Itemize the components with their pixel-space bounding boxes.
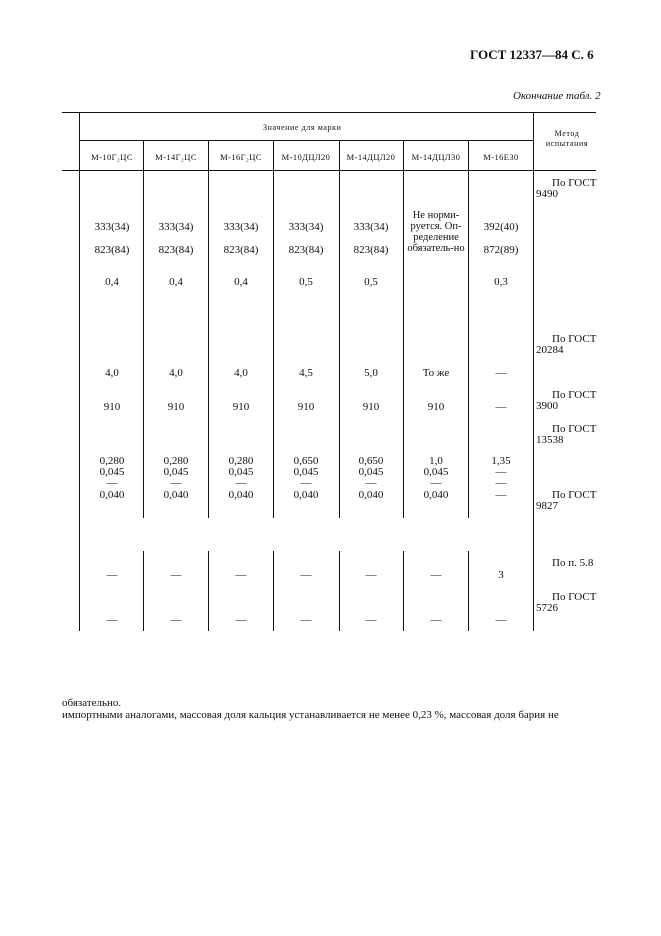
not-normed-note: Не норми-руется. Оп-ределение обязатель-но [407, 210, 465, 254]
column-header: М-14ДЦЛ20 [346, 152, 396, 162]
table-cell: 0,045 [423, 466, 449, 478]
table-cell: — [106, 569, 118, 581]
method-cell: По ГОСТ 20284 [536, 333, 597, 356]
table-cell: — [495, 367, 507, 379]
footnote-line: обязательно. [62, 697, 122, 709]
table-cell: 333(34) [288, 221, 324, 233]
table-cell: — [365, 614, 377, 626]
table-cell: — [495, 401, 507, 413]
group-header: Значение для марки [263, 123, 342, 132]
table-cell: — [300, 477, 312, 489]
table-top-border [62, 112, 596, 113]
table-cell: — [300, 614, 312, 626]
table-cell: 392(40) [483, 221, 519, 233]
column-header: М-10Г₂ЦС [91, 152, 133, 162]
table-cell: — [170, 569, 182, 581]
table-cell: 0,045 [228, 466, 254, 478]
table-cell: 823(84) [288, 244, 324, 256]
table-continuation-label: Окончание табл. 2 [513, 90, 601, 102]
table-cell: — [235, 477, 247, 489]
table-cell: — [430, 477, 442, 489]
table-cell: 4,5 [299, 367, 313, 379]
table-cell: 0,4 [169, 276, 183, 288]
method-cell: По ГОСТ 3900 [536, 389, 597, 412]
table-cell: 0,280 [99, 455, 125, 467]
table-cell: 4,0 [169, 367, 183, 379]
table-cell: — [365, 569, 377, 581]
table-cell: 0,040 [163, 489, 189, 501]
table-cell: — [170, 477, 182, 489]
table-cell: 0,040 [358, 489, 384, 501]
table-cell: 333(34) [223, 221, 259, 233]
column-header: М-14Г₂ЦС [155, 152, 197, 162]
table-cell: 0,040 [293, 489, 319, 501]
table-cell: 1,0 [429, 455, 443, 467]
table-cell: 0,040 [99, 489, 125, 501]
table-cell: 5,0 [364, 367, 378, 379]
page-title: ГОСТ 12337—84 С. 6 [470, 47, 594, 62]
table-cell: — [365, 477, 377, 489]
footnote-line: импортными аналогами, массовая доля кальция устанавливается не менее 0,23 %, массовая доля бария не [62, 709, 559, 721]
table-cell: 910 [103, 401, 121, 413]
table-cell: 823(84) [353, 244, 389, 256]
method-cell: По п. 5.8 [552, 557, 594, 569]
table-cell: 0,045 [293, 466, 319, 478]
table-cell: 333(34) [158, 221, 194, 233]
table-cell: 0,3 [494, 276, 508, 288]
table-cell: 910 [232, 401, 250, 413]
method-cell: По ГОСТ 13538 [536, 423, 597, 446]
table-cell: — [495, 489, 507, 501]
table-cell: 0,280 [163, 455, 189, 467]
table-cell: 823(84) [94, 244, 130, 256]
table-cell: — [300, 569, 312, 581]
table-cell: 910 [427, 401, 445, 413]
table-cell: — [235, 614, 247, 626]
table-cell: 0,650 [358, 455, 384, 467]
table-cell: 910 [297, 401, 315, 413]
method-cell: По ГОСТ 9490 [536, 177, 597, 200]
table-cell: 0,4 [234, 276, 248, 288]
table-cell: 1,35 [491, 455, 511, 467]
table-cell: 4,0 [234, 367, 248, 379]
table-cell: 872(89) [483, 244, 519, 256]
table-cell: — [430, 569, 442, 581]
table-cell: — [235, 569, 247, 581]
column-header: М-16Г₂ЦС [220, 152, 262, 162]
table-cell: 823(84) [158, 244, 194, 256]
group-header-divider [79, 140, 533, 141]
table-cell: 0,045 [163, 466, 189, 478]
table-cell: 0,650 [293, 455, 319, 467]
method-cell: По ГОСТ 5726 [536, 591, 597, 614]
table-cell: То же [422, 367, 450, 379]
table-cell: — [430, 614, 442, 626]
table-cell: — [106, 614, 118, 626]
column-header: М-16Е30 [483, 152, 519, 162]
table-cell: 0,040 [423, 489, 449, 501]
method-header: Метод испытания [545, 129, 589, 148]
table-cell: 910 [167, 401, 185, 413]
table-cell: — [495, 466, 507, 478]
table-cell: 4,0 [105, 367, 119, 379]
method-column-border [533, 112, 534, 631]
table-cell: 0,045 [99, 466, 125, 478]
column-header: М-10ДЦЛ20 [281, 152, 331, 162]
table-cell: 0,5 [364, 276, 378, 288]
table-cell: — [106, 477, 118, 489]
table-cell: — [495, 477, 507, 489]
table-cell: 910 [362, 401, 380, 413]
table-cell: 333(34) [94, 221, 130, 233]
table-cell: — [170, 614, 182, 626]
table-cell: 0,280 [228, 455, 254, 467]
method-cell: По ГОСТ 9827 [536, 489, 597, 512]
table-cell: 0,040 [228, 489, 254, 501]
table-cell: 0,045 [358, 466, 384, 478]
table-cell: 3 [498, 569, 504, 581]
table-cell: — [495, 614, 507, 626]
table-cell: 0,5 [299, 276, 313, 288]
table-cell: 823(84) [223, 244, 259, 256]
table-cell: 0,4 [105, 276, 119, 288]
table-cell: 333(34) [353, 221, 389, 233]
column-header: М-14ДЦЛ30 [411, 152, 461, 162]
